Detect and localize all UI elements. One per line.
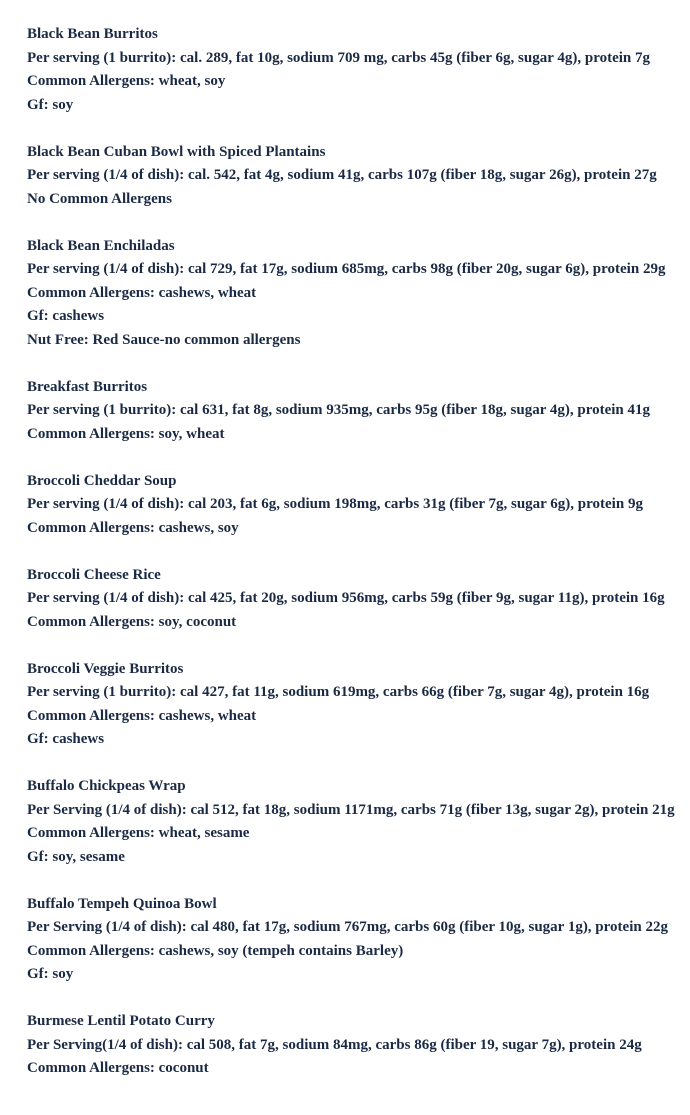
recipe-entry: [27, 470, 682, 541]
recipe-title: Black Bean Cuban Bowl with Spiced Plantains: [27, 143, 326, 160]
recipe-entry: [27, 893, 682, 987]
recipe-spacer: [27, 352, 682, 376]
nutrition-line: Per serving (1/4 of dish): cal. 542, fat 4g, sodium 41g, carbs 107g (fiber 18g, sugar 26g), protein 27g: [27, 167, 657, 183]
nutrition-line: Per serving (1 burrito): cal 631, fat 8g, sodium 935mg, carbs 95g (fiber 18g, sugar 4g), protein 41g: [27, 402, 651, 418]
recipe-spacer: [27, 987, 682, 1011]
gluten-free-line: Gf: soy: [27, 966, 74, 982]
recipe-entry: [27, 141, 682, 212]
allergen-line: Common Allergens: wheat, sesame: [27, 825, 250, 841]
nutrition-line: Per Serving (1/4 of dish): cal 512, fat 18g, sodium 1171mg, carbs 71g (fiber 13g, sugar 2g), protein 21g: [27, 801, 675, 818]
recipe-title: Broccoli Cheddar Soup: [27, 472, 177, 489]
allergen-line: Common Allergens: cashews, wheat: [27, 707, 257, 724]
recipe-entry: [27, 235, 682, 353]
recipe-entry: [27, 1010, 682, 1081]
allergen-line: Common Allergens: soy, coconut: [27, 613, 237, 630]
recipe-title: Black Bean Enchiladas: [27, 237, 175, 254]
gluten-free-line: Gf: soy: [27, 96, 74, 113]
recipe-spacer: [27, 869, 682, 893]
recipe-title: Buffalo Chickpeas Wrap: [27, 778, 186, 794]
recipe-entry: [27, 376, 682, 447]
allergen-line: Nut Free: Red Sauce-no common allergens: [27, 331, 301, 348]
gluten-free-line: Gf: soy, sesame: [27, 848, 125, 865]
recipe-spacer: [27, 540, 682, 564]
nutrition-line: Per serving (1 burrito): cal. 289, fat 10g, sodium 709 mg, carbs 45g (fiber 6g, sugar 4g), protein 7g: [27, 49, 651, 66]
recipe-list: [27, 23, 682, 1081]
allergen-line: Common Allergens: cashews, soy: [27, 519, 239, 536]
gluten-free-line: Gf: cashews: [27, 308, 105, 324]
allergen-line: Common Allergens: soy, wheat: [27, 425, 225, 442]
recipe-title: Broccoli Veggie Burritos: [27, 660, 184, 677]
recipe-spacer: [27, 211, 682, 235]
recipe-title: Broccoli Cheese Rice: [27, 566, 161, 583]
recipe-entry: [27, 658, 682, 752]
allergen-line: Common Allergens: cashews, soy (tempeh contains Barley): [27, 942, 404, 959]
recipe-spacer: [27, 117, 682, 141]
gluten-free-line: Gf: cashews: [27, 731, 105, 747]
allergen-line: No Common Allergens: [27, 190, 172, 207]
allergen-line: Common Allergens: coconut: [27, 1060, 209, 1076]
nutrition-line: Per Serving (1/4 of dish): cal 480, fat 17g, sodium 767mg, carbs 60g (fiber 10g, sugar 1g), protein 22g: [27, 919, 668, 935]
recipe-entry: [27, 775, 682, 869]
nutrition-line: Per serving (1/4 of dish): cal 203, fat 6g, sodium 198mg, carbs 31g (fiber 7g, sugar 6g), protein 9g: [27, 496, 643, 512]
allergen-line: Common Allergens: cashews, wheat: [27, 284, 257, 301]
recipe-spacer: [27, 634, 682, 658]
nutrition-line: Per Serving(1/4 of dish): cal 508, fat 7g, sodium 84mg, carbs 86g (fiber 19, sugar 7g), protein 24g: [27, 1036, 642, 1053]
recipe-title: Burmese Lentil Potato Curry: [27, 1013, 215, 1029]
recipe-spacer: [27, 752, 682, 776]
nutrition-line: Per serving (1 burrito): cal 427, fat 11g, sodium 619mg, carbs 66g (fiber 7g, sugar 4g), protein 16g: [27, 684, 650, 700]
recipe-entry: [27, 564, 682, 635]
recipe-entry: [27, 23, 682, 117]
nutrition-line: Per serving (1/4 of dish): cal 729, fat 17g, sodium 685mg, carbs 98g (fiber 20g, sugar 6g), protein 29g: [27, 261, 666, 277]
nutrition-line: Per serving (1/4 of dish): cal 425, fat 20g, sodium 956mg, carbs 59g (fiber 9g, sugar 11g), protein 16g: [27, 590, 665, 606]
recipe-spacer: [27, 446, 682, 470]
recipe-title: Buffalo Tempeh Quinoa Bowl: [27, 895, 217, 912]
recipe-title: Black Bean Burritos: [27, 26, 158, 42]
recipe-title: Breakfast Burritos: [27, 378, 148, 395]
allergen-line: Common Allergens: wheat, soy: [27, 73, 226, 89]
